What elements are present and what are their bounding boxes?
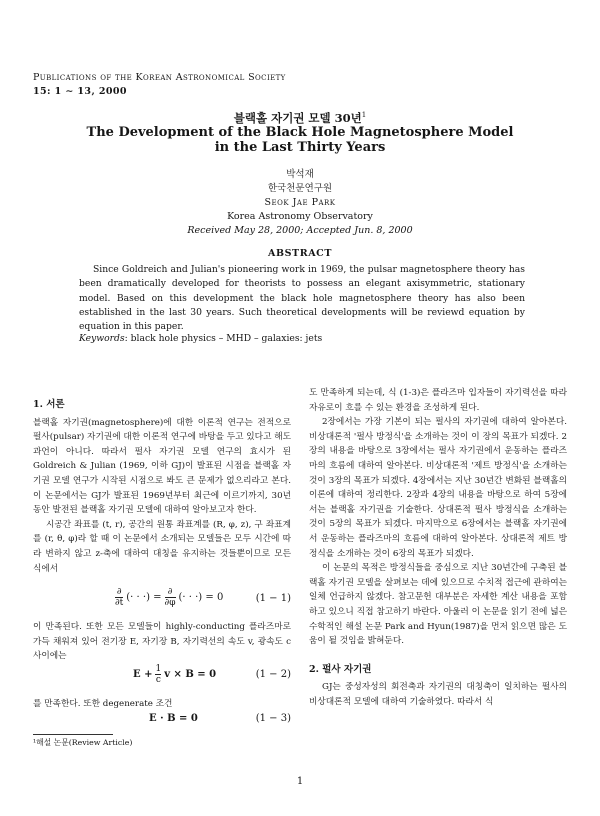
journal-name: Publications of the Korean Astronomical Society xyxy=(33,72,286,83)
author-block xyxy=(0,168,600,238)
eq1-label: (1 − 1) xyxy=(255,593,291,604)
eq3-label: (1 − 3) xyxy=(255,713,291,724)
journal-issue: 15: 1 ∼ 13, 2000 xyxy=(33,86,127,97)
korean-title xyxy=(0,110,600,126)
right-paragraph-4: GJ는 중성자성의 회전축과 자기권의 대칭축이 일치하는 펄사의 비상대론적 모델에 대하여 기술하였다. 따라서 식 xyxy=(309,682,567,707)
author-name-en: Seok Jae Park xyxy=(264,197,336,208)
right-paragraph-3: 이 논문의 목적은 방정식들을 중심으로 지난 30년간에 구축된 블랙홀 자기권 모델을 살펴보는 데에 있으므로 수치적 접근에 관하여는 일체 언급하지 않겠다. 참고문헌 대부분은 자세한 계산 내용을 포함하고 있으니 직접 참고하기 바란다. 아울러 이 논문을 읽기 전에 넓은 수학적인 해설 논문 Park and Hyun(1987)을 먼저 읽으면 많은 도움이 될 것임을 밝혀둔다. xyxy=(309,563,567,647)
abstract-heading: ABSTRACT xyxy=(267,248,333,259)
english-title-line2: in the Last Thirty Years xyxy=(214,140,386,155)
keywords-list: : black hole physics – MHD – galaxies: jets xyxy=(124,333,323,344)
intro-paragraph-3: 이 만족된다. 또한 모든 모델들이 highly-conducting 플라즈마로 가득 채워져 있어 전기장 E, 자기장 B, 자기력선의 속도 v, 광속도 c 사이에는 xyxy=(33,622,291,662)
right-paragraph-2: 2장에서는 가장 기본이 되는 펄사의 자기권에 대하여 알아본다. 비상대론적 '펄사 방정식'을 소개하는 것이 이 장의 목표가 되겠다. 2장의 내용을 바탕으로 3장에서는 펄사 자기권에서 운동하는 플라즈마의 흐름에 대하여 알아본다. 비상대론적 '제트 방정식'을 소개하는 것이 3장의 목표가 되겠다. 4장에서는 지난 30년간 변화된 블랙홀의 이론에 대하여 정리한다. 2장과 4장의 내용을 바탕으로 하여 5장에서는 블랙홀 자기권을 기술한다. 상대론적 펄사 방정식을 소개하는 것이 5장의 목표가 되겠다. 마지막으로 6장에서는 블랙홀 자기권에서 운동하는 플라즈마의 흐름에 대하여 알아본다. 상대론적 제트 방정식을 소개하는 것이 6장의 목표가 되겠다. xyxy=(309,417,567,559)
korean-title-text: 블랙홀 자기권 모델 30년 xyxy=(233,111,362,125)
received-date: Received May 28, 2000; Accepted Jun. 8, 2000 xyxy=(187,225,413,236)
equation-1-3 xyxy=(33,713,291,729)
keywords-label: Keywords xyxy=(79,333,125,344)
equation-1-1 xyxy=(33,587,291,615)
section-1-heading: 1. 서론 xyxy=(33,399,65,410)
equation-1-2 xyxy=(33,664,291,690)
eq2-fraction: $\frac{1}{c}$ xyxy=(155,664,162,685)
abstract-text: Since Goldreich and Julian's pioneering work in 1969, the pulsar magnetosphere theory has been dramatically developed for theorists to possess an elegant axisymmetric, stationary model. Based on this development the black hole magnetosphere theory has also been established in the last 30 years. Such theoretical developments will be reviewd equation by equation in this paper. xyxy=(79,264,525,333)
left-column-bottom xyxy=(33,697,291,712)
eq2-post: v × B = 0 xyxy=(164,669,217,680)
keywords xyxy=(79,333,525,344)
eq1-end: (· · ·) = 0 xyxy=(178,592,224,603)
eq2-label: (1 − 2) xyxy=(255,669,291,680)
journal-header xyxy=(33,71,286,99)
left-column-mid xyxy=(33,620,291,664)
section-2-heading: 2. 펄사 자기권 xyxy=(309,663,372,675)
right-column xyxy=(309,386,567,709)
affiliation-en: Korea Astronomy Observatory xyxy=(227,211,373,222)
footnote-divider xyxy=(33,734,113,735)
intro-paragraph-4: 를 만족한다. 또한 degenerate 조건 xyxy=(33,699,173,709)
intro-paragraph-1: 블랙홀 자기권(magnetosphere)에 대한 이론적 연구는 전적으로 펄사(pulsar) 자기권에 대한 이론적 연구에 바탕을 두고 있다고 해도 과언이 아니다. 따라서 펄사 자기권 모델 연구의 효시가 된 Goldreich & Julian (1969, 이하 GJ)이 발표된 시점을 블랙홀 자기권 모델 연구가 시작된 시점으로 봐도 큰 문제가 없으리라고 본다. 이 논문에서는 GJ가 발표된 1969년부터 최근에 이르기까지, 30년 동안 발전된 블랙홀 자기권 모델에 대하여 알아보고자 한다. xyxy=(33,417,292,516)
left-column-top xyxy=(33,398,291,576)
intro-paragraph-2: 시공간 좌표를 (t, r), 공간의 원통 좌표계를 (R, φ, z), 구 좌표계를 (r, θ, φ)라 할 때 이 논문에서 소개되는 모델들은 모두 시간에 따라 변하지 않고 z-축에 대하여 대칭을 유지하는 것들뿐이므로 모든 식에서 xyxy=(33,519,291,574)
right-paragraph-1: 도 만족하게 되는데, 식 (1-3)은 플라즈마 입자들이 자기력선을 따라 자유로이 흐를 수 있는 환경을 조성하게 된다. xyxy=(309,388,567,413)
author-name-ko: 박석재 xyxy=(286,169,314,180)
eq2-pre: E + xyxy=(133,669,153,680)
footnote: ¹해설 논문(Review Article) xyxy=(33,738,133,747)
english-title-line1: The Development of the Black Hole Magnetosphere Model xyxy=(86,125,514,140)
affiliation-ko: 한국천문연구원 xyxy=(267,183,333,194)
eq1-partial-phi: $\frac{\partial}{\partial\varphi}$ xyxy=(164,587,176,608)
eq3-body: E · B = 0 xyxy=(149,713,198,724)
eq1-middle: (· · ·) = xyxy=(126,592,162,603)
title-footnote-mark: 1 xyxy=(361,111,367,120)
english-title xyxy=(60,125,540,155)
eq1-partial-t: $\frac{\partial}{\partial t}$ xyxy=(115,587,124,608)
page-number: 1 xyxy=(296,776,304,787)
